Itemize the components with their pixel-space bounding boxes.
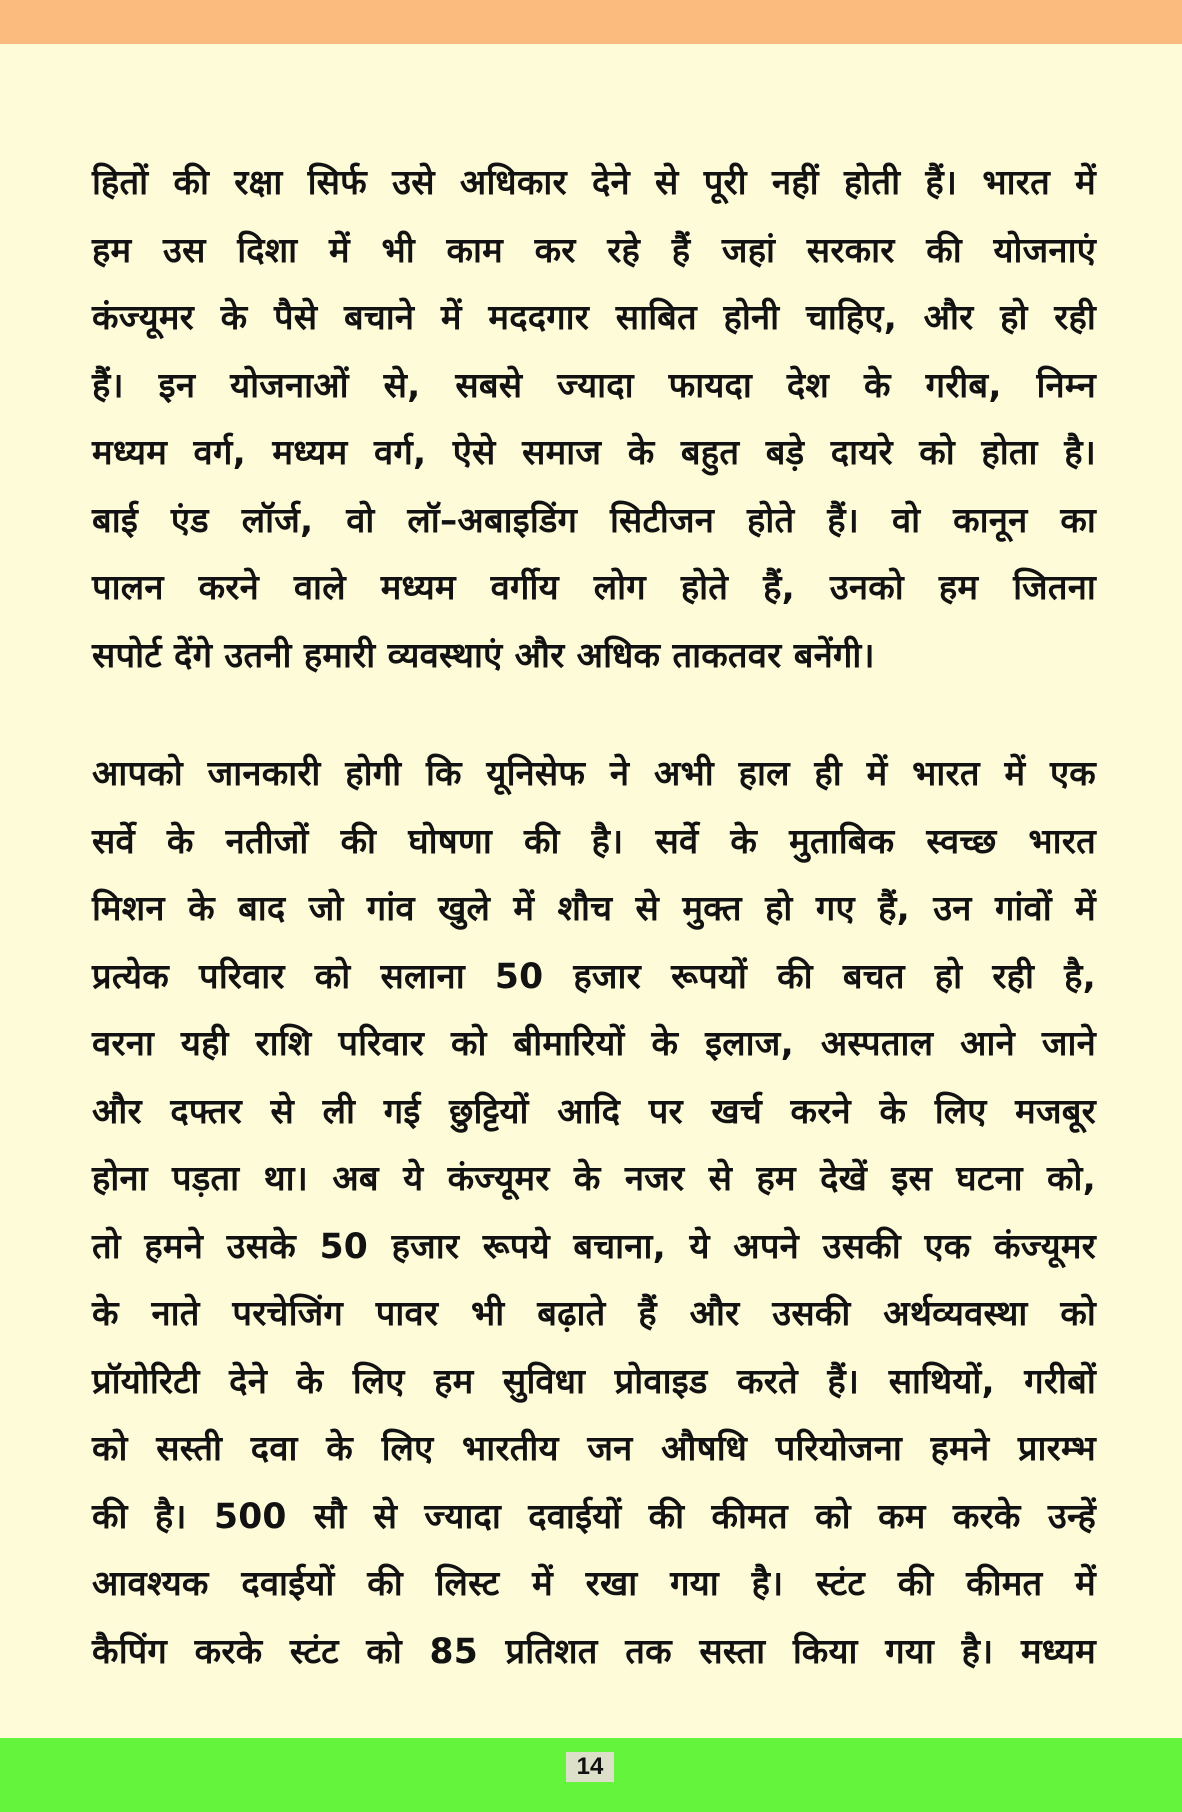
text-line: सपोर्ट देंगे उतनी हमारी व्यवस्थाएं और अधिक ताकतवर बनेंगी। [92,635,875,676]
text-line: होना पड़ता था। अब ये कंज्यूमर के नजर से हम देखें इस घटना को, [92,1159,1096,1199]
text-line: पालन करने वाले मध्यम वर्गीय लोग होते हैं, उनको हम जितना [92,568,1096,608]
paragraph-spacer [92,690,1096,741]
text-line: की है। 500 सौ से ज्यादा दवाईयों की कीमत को कम करके उन्हें [92,1496,1096,1537]
text-line: कैपिंग करके स्टंट को 85 प्रतिशत तक सस्ता किया गया है। मध्यम [92,1631,1096,1672]
text-line: आपको जानकारी होगी कि यूनिसेफ ने अभी हाल ही में भारत में एक [92,754,1096,794]
text-line: कंज्यूमर के पैसे बचाने में मददगार साबित होनी चाहिए, और हो रही [92,298,1096,338]
text-line: आवश्यक दवाईयों की लिस्ट में रखा गया है। स्टंट की कीमत में [92,1564,1096,1604]
text-line: मिशन के बाद जो गांव खुले में शौच से मुक्त हो गए हैं, उन गांवों में [92,889,1096,929]
text-line: बाई एंड लॉर्ज, वो लॉ–अबाइडिंग सिटीजन होते हैं। वो कानून का [92,500,1096,541]
text-line: सर्वे के नतीजों की घोषणा की है। सर्वे के मुताबिक स्वच्छ भारत [92,821,1096,862]
page-number: 14 [566,1752,614,1782]
text-line: के नाते परचेजिंग पावर भी बढ़ाते हैं और उसकी अर्थव्यवस्था को [92,1294,1096,1334]
text-line: हम उस दिशा में भी काम कर रहे हैं जहां सरकार की योजनाएं [92,230,1096,271]
page-body [92,150,1096,1686]
text-line: प्रत्येक परिवार को सलाना 50 हजार रूपयों की बचत हो रही है, [92,956,1096,997]
text-line: मध्यम वर्ग, मध्यम वर्ग, ऐसे समाज के बहुत बड़े दायरे को होता है। [92,433,1096,473]
text-line: हैं। इन योजनाओं से, सबसे ज्यादा फायदा देश के गरीब, निम्न [92,365,1096,406]
paragraph-1 [92,150,1096,690]
top-color-band [0,0,1182,44]
text-line: प्रॉयोरिटी देने के लिए हम सुविधा प्रोवाइड करते हैं। साथियों, गरीबों [92,1361,1096,1402]
text-line: वरना यही राशि परिवार को बीमारियों के इलाज, अस्पताल आने जाने [92,1024,1096,1064]
text-line: तो हमने उसके 50 हजार रूपये बचाना, ये अपने उसकी एक कंज्यूमर [92,1226,1096,1267]
paragraph-2 [92,741,1096,1686]
text-line: और दफ्तर से ली गई छुट्टियों आदि पर खर्च करने के लिए मजबूर [92,1091,1096,1132]
text-line: हितों की रक्षा सिर्फ उसे अधिकार देने से पूरी नहीं होती हैं। भारत में [92,163,1096,203]
text-line: को सस्ती दवा के लिए भारतीय जन औषधि परियोजना हमने प्रारम्भ [92,1429,1096,1469]
